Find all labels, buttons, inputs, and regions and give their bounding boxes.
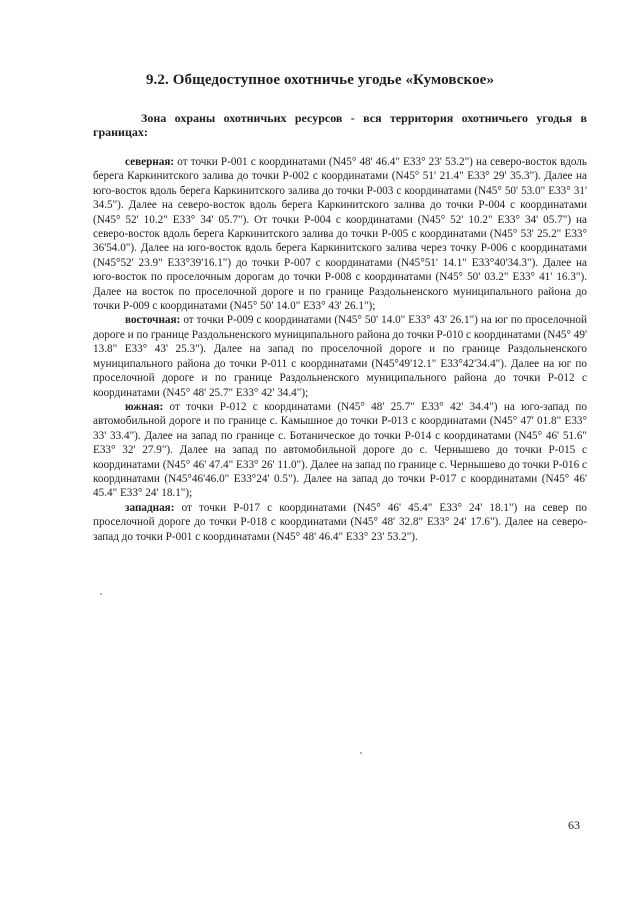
border-north-paragraph	[93, 155, 587, 313]
page-number: 63	[568, 818, 580, 832]
border-east-paragraph	[93, 313, 587, 399]
border-east-label: восточная:	[125, 314, 181, 327]
border-east-text: от точки Р-009 с координатами (N45° 50' 14.0" Е33° 43' 26.1") на юг по проселочной дороге и по границе Раздольненского муниципального района до точки Р-010 с координатами (N45° 49' 13.8" Е33° 43' 25.3"). Далее на запад по проселочной дороге и по границе Раздольненского муниципального района до точки Р-011 с координатами (N45°49'12.1" Е33°42'34.4"). Далее на юг по проселочной дороге и по границе Раздольненского муниципального района до точки Р-012 с координатами (N45° 48' 25.7" Е33° 42' 34.4");	[93, 314, 587, 399]
scan-speck	[100, 593, 102, 595]
border-west-label: западная:	[125, 501, 175, 514]
border-south-label: южная:	[125, 400, 164, 413]
borders-body	[93, 155, 587, 544]
border-south-text: от точки Р-012 с координатами (N45° 48' 25.7" Е33° 42' 34.4") на юго-запад по автомобильной дороге и по границе с. Камышное до точки Р-013 с координатами (N45° 47' 01.8" Е33° 33' 33.4"). Далее на запад по границе с. Ботаническое до точки Р-014 с координатами (N45° 46' 51.6" Е33° 32' 27.9"). Далее на запад по автомобильной дороге до с. Чернышево до точки Р-015 с координатами (N45° 46' 47.4" Е33° 26' 11.0"). Далее на запад по границе с. Чернышево до точки Р-016 с координатами (N45°46'46.0" Е33°24' 0.5"). Далее на запад до точки Р-017 с координатами (N45° 46' 45.4" Е33° 24' 18.1");	[93, 400, 587, 500]
border-north-label: северная:	[125, 156, 175, 168]
section-title: 9.2. Общедоступное охотничье угодье «Кумовское»	[145, 72, 495, 88]
border-north-text: от точки Р-001 с координатами (N45° 48' 46.4" Е33° 23' 53.2") на северо-восток вдоль берега Каркинитского залива до точки Р-002 с координатами (N45° 51' 21.4" Е33° 29' 35.3"). Далее на юго-восток вдоль берега Каркинитского залива до точки Р-003 с координатами (N45° 50' 53.0" Е33° 31' 34.5"). Далее на северо-восток вдоль берега Каркинитского залива до точки Р-004 с координатами (N45° 52' 10.2" Е33° 34' 05.7"). От точки Р-004 с координатами (N45° 52' 10.2" Е33° 34' 05.7") на северо-восток вдоль берега Каркинитского залива до точки Р-005 с координатами (N45° 53' 25.2" Е33° 36'54.0"). Далее на юго-восток вдоль берега Каркинитского залива через точку Р-006 с координатами (N45°52' 23.9" Е33°39'16.1") до точки Р-007 с координатами (N45°51' 14.1" Е33°40'34.3"). Далее на юго-восток по проселочным дорогам до точки Р-008 с координатами (N45° 50' 03.2" Е33° 41' 16.3"). Далее на восток по проселочной дороге и по границе Раздольненского муниципального района до точки Р-009 с координатами (N45° 50' 14.0" Е33° 43' 26.1");	[93, 156, 587, 313]
intro-paragraph: Зона охраны охотничьих ресурсов - вся территория охотничьего угодья в границах:	[93, 111, 587, 139]
scan-speck	[360, 752, 362, 754]
border-west-paragraph	[93, 501, 587, 544]
border-west-text: от точки Р-017 с координатами (N45° 46' 45.4" Е33° 24' 18.1") на север по проселочной дороге до точки Р-018 с координатами (N45° 48' 32.8" Е33° 24' 17.6"). Далее на северо-запад до точки Р-001 с координатами (N45° 48' 46.4" Е33° 23' 53.2").	[93, 501, 587, 543]
border-south-paragraph	[93, 400, 587, 501]
